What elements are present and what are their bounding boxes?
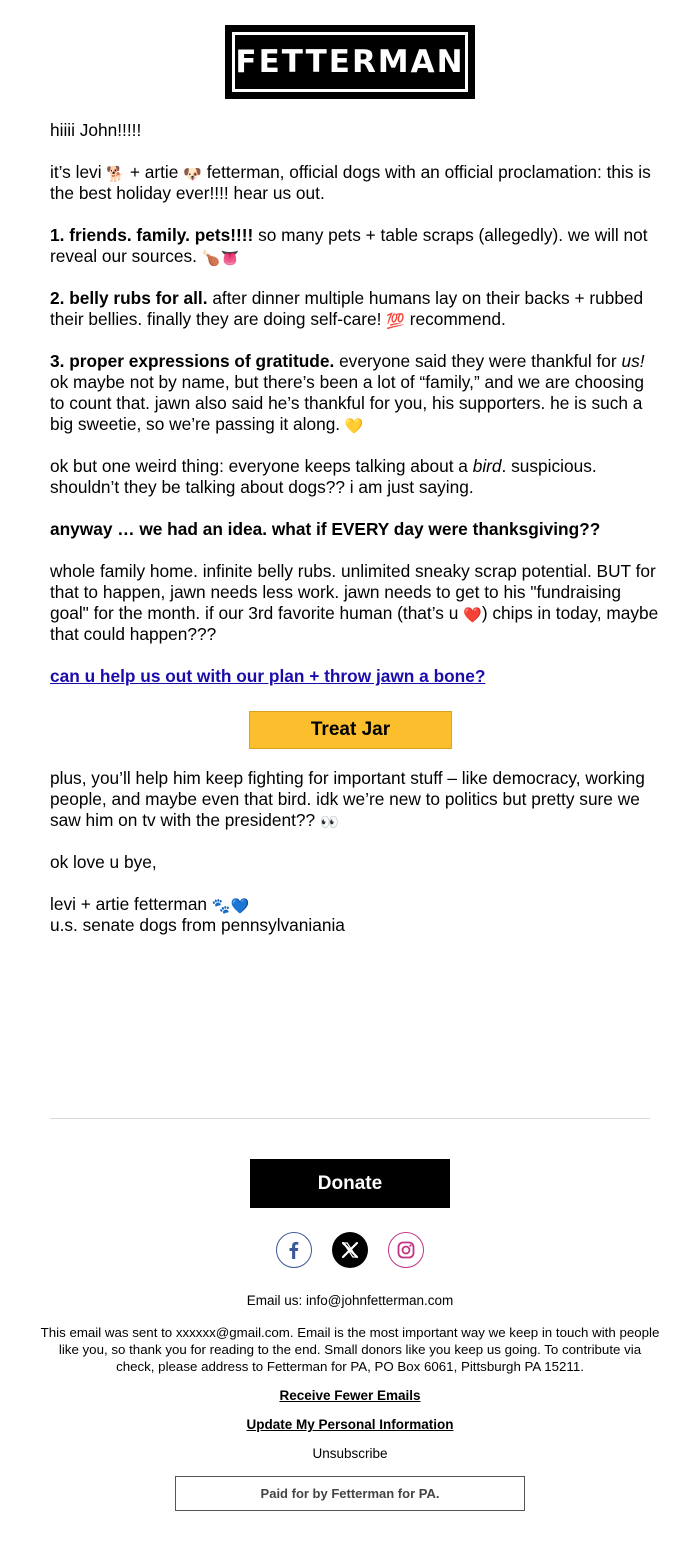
contact-email-line: Email us: info@johnfetterman.com — [246, 1293, 454, 1308]
footer-divider — [50, 1118, 650, 1119]
fewer-emails-link[interactable]: Receive Fewer Emails — [279, 1388, 421, 1403]
intro-text-c: fetterman, official dogs with an official proclamation: this is the best holiday ever!!!! hear us out. — [50, 162, 651, 203]
plus-paragraph — [50, 768, 660, 831]
weird-paragraph — [50, 456, 660, 498]
blue-heart-emoji-icon: 💙 — [230, 898, 250, 915]
facebook-icon[interactable] — [276, 1232, 312, 1268]
weird-text-b: . suspicious. shouldn’t they be talking about dogs?? i am just saying. — [50, 456, 597, 497]
anyway-text: anyway … we had an idea. what if EVERY day were thanksgiving?? — [50, 519, 601, 539]
instagram-icon[interactable] — [388, 1232, 424, 1268]
fetterman-logo — [225, 25, 475, 99]
point-2-text: after dinner multiple humans lay on their backs + rubbed their bellies. finally they are doing self-care! — [50, 288, 644, 329]
dog-face-emoji-icon: 🐶 — [183, 166, 202, 183]
weird-italic: bird — [472, 456, 502, 476]
point-2-heading: 2. belly rubs for all. — [50, 288, 208, 308]
signature-name: levi + artie fetterman — [50, 894, 208, 914]
intro-paragraph — [50, 162, 660, 204]
tongue-emoji-icon: 👅 — [220, 250, 240, 267]
red-heart-emoji-icon: ❤️ — [463, 607, 482, 624]
cta-paragraph — [50, 666, 660, 687]
intro-text-b: + artie — [129, 162, 179, 182]
email-body — [50, 120, 660, 708]
family-text-a: whole family home. infinite belly rubs. unlimited sneaky scrap potential. BUT for that to happen, jawn needs less work. jawn needs to get to his "fundraising goal" for the month. if our 3rd favorite human (that’s u — [50, 561, 656, 623]
update-info-container — [40, 1416, 660, 1433]
drumstick-emoji-icon: 🍗 — [201, 250, 221, 267]
cta-link[interactable]: can u help us out with our plan + throw jawn a bone? — [50, 666, 486, 686]
weird-text-a: ok but one weird thing: everyone keeps talking about a — [50, 456, 468, 476]
fewer-emails-container — [40, 1387, 660, 1404]
eyes-emoji-icon: 👀 — [319, 814, 339, 831]
anyway-paragraph — [50, 519, 660, 540]
family-paragraph — [50, 561, 660, 645]
point-1-text: so many pets + table scraps (allegedly). we will not reveal our sources. — [50, 225, 648, 266]
paw-prints-emoji-icon: 🐾 — [211, 898, 231, 915]
treat-jar-button[interactable]: Treat Jar — [249, 711, 452, 749]
logo-text: FETTERMAN — [235, 44, 465, 80]
unsubscribe-link[interactable]: Unsubscribe — [312, 1446, 388, 1461]
signature-title: u.s. senate dogs from pennsylvaniania — [50, 915, 345, 935]
point-3-italic: us! — [621, 351, 645, 371]
family-text-b: ) chips in today, maybe that could happen??? — [50, 603, 659, 644]
signature — [50, 894, 660, 936]
point-3-heading: 3. proper expressions of gratitude. — [50, 351, 335, 371]
greeting: hiiii John!!!!! — [50, 120, 142, 140]
legal-disclaimer: This email was sent to xxxxxx@gmail.com. Email is the most important way we keep in touch with people like you, so thank you for reading to the end. Small donors like you keep us going. To contribute via check, please address to Fetterman for PA, PO Box 6061, Pittsburgh PA 15211. — [40, 1325, 660, 1374]
point-3-text-a: everyone said they were thankful for — [339, 351, 617, 371]
dog-emoji-icon: 🐕 — [106, 166, 126, 183]
point-3 — [50, 351, 660, 435]
point-3-text-b: ok maybe not by name, but there’s been a lot of “family,” and we are choosing to count that. jawn also said he’s thankful for you, his supporters. he is such a big sweetie, so we’re passing it along. — [50, 372, 644, 434]
point-2-text-end: recommend. — [409, 309, 506, 329]
donate-button[interactable]: Donate — [250, 1159, 450, 1208]
point-1 — [50, 225, 660, 267]
yellow-heart-emoji-icon: 💛 — [344, 418, 364, 435]
email-body-lower — [50, 768, 660, 957]
paid-for-box: Paid for by Fetterman for PA. — [175, 1476, 525, 1511]
bye-paragraph: ok love u bye, — [50, 852, 157, 872]
hundred-emoji-icon: 💯 — [386, 313, 405, 330]
intro-text-a: it’s levi — [50, 162, 102, 182]
update-info-link[interactable]: Update My Personal Information — [246, 1417, 454, 1432]
logo-frame — [232, 32, 468, 92]
point-1-heading: 1. friends. family. pets!!!! — [50, 225, 254, 245]
x-icon[interactable] — [332, 1232, 368, 1268]
plus-text: plus, you’ll help him keep fighting for important stuff – like democracy, working people, and maybe even that bird. idk we’re new to politics but pretty sure we saw him on tv with the president?? — [50, 768, 645, 830]
point-2 — [50, 288, 660, 330]
